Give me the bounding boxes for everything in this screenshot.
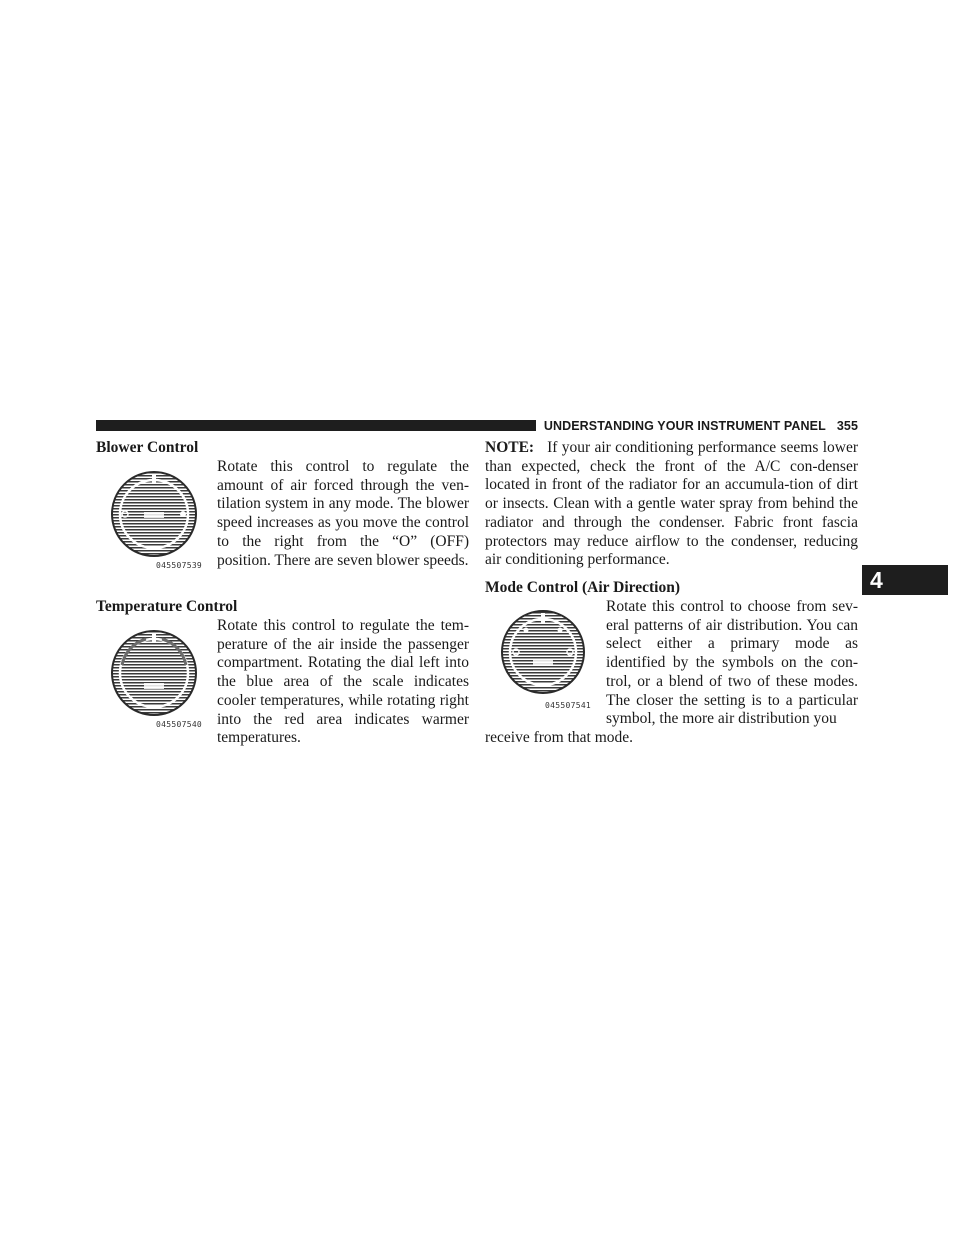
mode-control-heading: Mode Control (Air Direction) bbox=[485, 579, 681, 596]
temperature-control-heading: Temperature Control bbox=[96, 598, 238, 615]
blower-control-heading: Blower Control bbox=[96, 439, 199, 456]
mode-description: Rotate this control to choose from sev-eral patterns of air distribution. You can select either a primary mode as identified by the symbols on the con-trol, or a blend of two of these modes. The closer the setting is to a particular symbol, the more air distribution you bbox=[606, 598, 858, 728]
temperature-description: Rotate this control to regulate the tem-perature of the air inside the passenger compartment. Rotating the dial left into the blue area of the scale indicates cooler temperatures, while rotating right into the red area indicates warmer temperatures. bbox=[217, 617, 469, 747]
note-paragraph bbox=[485, 439, 858, 570]
mode-description-continued: receive from that mode. bbox=[485, 729, 634, 746]
note-label: NOTE: bbox=[485, 439, 535, 456]
note-text: If your air conditioning performance seems lower than expected, check the front of the A/C con-denser located in front of the radiator for an accumula-tion of dirt or insects. Clean with a gentle water spray from behind the radiator and through the condenser. Fabric front fascia protectors may reduce airflow to the condenser, reducing air conditioning performance. bbox=[485, 439, 859, 569]
page-number: 355 bbox=[836, 419, 858, 433]
chapter-tab: 4 bbox=[862, 565, 948, 595]
section-title: UNDERSTANDING YOUR INSTRUMENT PANEL bbox=[543, 419, 826, 433]
temperature-knob-icon bbox=[106, 625, 216, 735]
blower-knob-icon bbox=[106, 466, 216, 576]
mode-figure-id: 045507541 bbox=[545, 701, 592, 710]
running-header bbox=[543, 418, 858, 434]
blower-figure-id: 045507539 bbox=[156, 561, 203, 570]
blower-description: Rotate this control to regulate the amount of air forced through the ven-tilation system in any mode. The blower speed increases as you move the control to the right from the “O” (OFF) position. There are seven blower speeds. bbox=[217, 458, 469, 569]
header-rule bbox=[96, 420, 536, 431]
mode-knob-icon bbox=[496, 606, 606, 716]
temperature-figure-id: 045507540 bbox=[156, 720, 203, 729]
